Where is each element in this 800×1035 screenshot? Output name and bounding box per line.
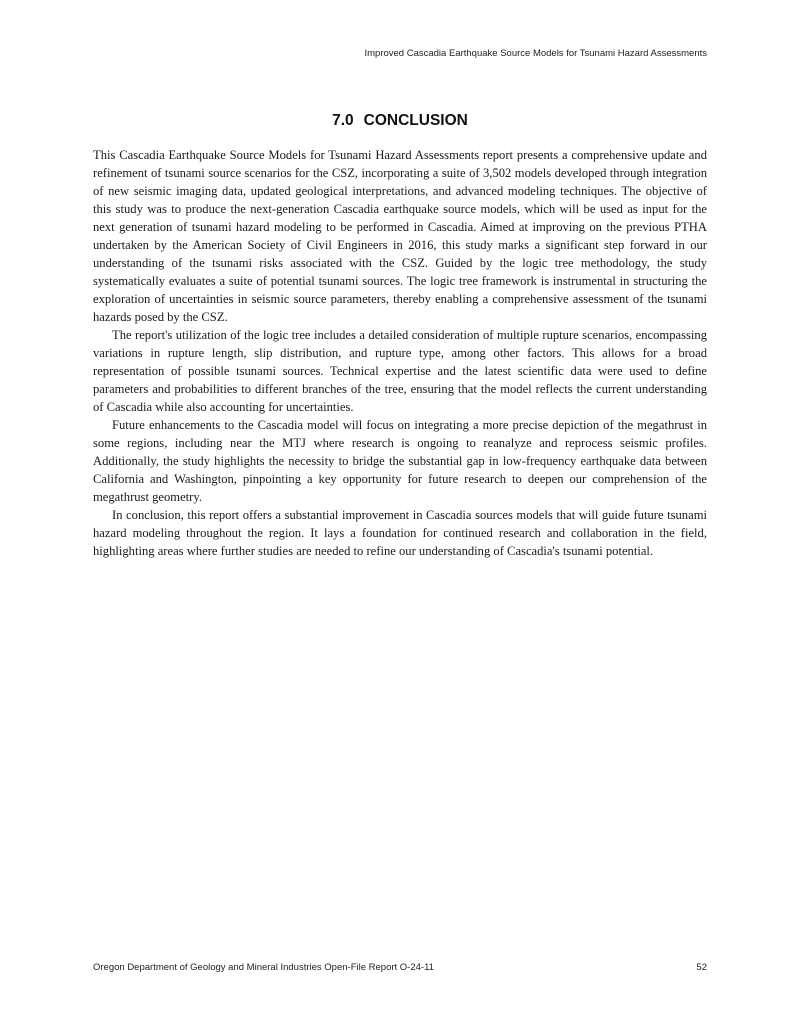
paragraph-2: The report's utilization of the logic tree includes a detailed consideration of multiple rupture scenarios, encompassing variations in rupture length, slip distribution, and rupture type, among other factors. This allows for a broad representation of possible tsunami sources. Technical expertise and the latest scientific data were used to define parameters and probabilities to different branches of the tree, ensuring that the model reflects the current understanding of Cascadia while also accounting for uncertainties. <box>93 328 707 414</box>
running-header: Improved Cascadia Earthquake Source Models for Tsunami Hazard Assessments <box>364 48 707 59</box>
section-heading-text: CONCLUSION <box>363 112 468 129</box>
paragraph-3: Future enhancements to the Cascadia model will focus on integrating a more precise depiction of the megathrust in some regions, including near the MTJ where research is ongoing to reanalyze and reprocess seismic profiles. Additionally, the study highlights the necessity to bridge the substantial gap in low-frequency earthquake data between California and Washington, pinpointing a key opportunity for future research to deepen our comprehension of the megathrust geometry. <box>93 418 707 504</box>
section-title <box>0 112 800 130</box>
section-number: 7.0 <box>332 112 354 129</box>
body-text <box>93 146 707 560</box>
running-footer <box>93 962 707 973</box>
paragraph-1: This Cascadia Earthquake Source Models for Tsunami Hazard Assessments report presents a comprehensive update and refinement of tsunami source scenarios for the CSZ, incorporating a suite of 3,502 models developed through integration of new seismic imaging data, updated geological interpretations, and advanced modeling techniques. The objective of this study was to produce the next-generation Cascadia earthquake source models, which will be used as input for the next generation of tsunami hazard modeling to be performed in Cascadia. Aimed at improving on the previous PTHA undertaken by the American Society of Civil Engineers in 2016, this study marks a significant step forward in our understanding of the tsunami risks associated with the CSZ. Guided by the logic tree methodology, the study systematically evaluates a suite of potential tsunami sources. The logic tree framework is instrumental in structuring the exploration of uncertainties in seismic source parameters, thereby enabling a comprehensive assessment of the tsunami hazards posed by the CSZ. <box>93 148 707 324</box>
paragraph-4: In conclusion, this report offers a substantial improvement in Cascadia sources models that will guide future tsunami hazard modeling throughout the region. It lays a foundation for continued research and collaboration in the field, highlighting areas where further studies are needed to refine our understanding of Cascadia's tsunami potential. <box>93 508 707 558</box>
page-number: 52 <box>696 962 707 973</box>
report-citation: Oregon Department of Geology and Mineral Industries Open-File Report O-24-11 <box>93 962 434 973</box>
